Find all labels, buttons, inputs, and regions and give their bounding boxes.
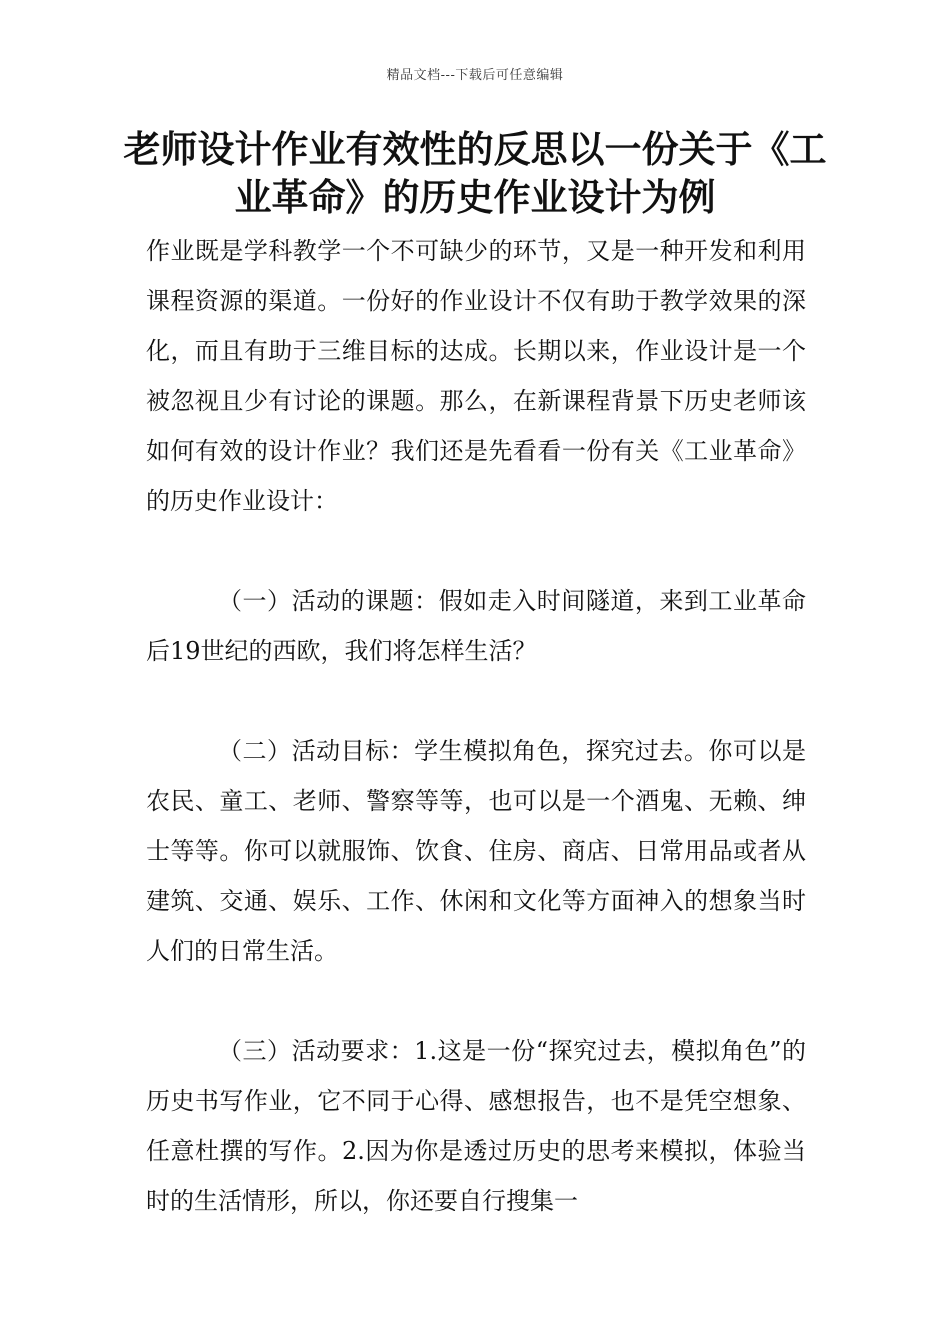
activity-requirements-paragraph: （三）活动要求：1.这是一份“探究过去，模拟角色”的历史书写作业，它不同于心得、感想报告，也不是凭空想象、任意杜撰的写作。2.因为你是透过历史的思考来模拟，体验当时的生活情形，所以，你还要自行搜集一 — [146, 1037, 806, 1215]
document-body — [146, 226, 806, 1226]
paragraph-spacer — [146, 676, 806, 726]
page-header: 精品文档---下载后可任意编辑 — [386, 68, 564, 83]
paragraph-spacer — [146, 526, 806, 576]
paragraph-spacer — [146, 976, 806, 1026]
activity-topic-paragraph: （一）活动的课题：假如走入时间隧道，来到工业革命后19世纪的西欧，我们将怎样生活？ — [146, 587, 806, 665]
document-title: 老师设计作业有效性的反思以一份关于《工业革命》的历史作业设计为例 — [123, 128, 827, 219]
intro-paragraph: 作业既是学科教学一个不可缺少的环节，又是一种开发和利用课程资源的渠道。一份好的作业设计不仅有助于教学效果的深化，而且有助于三维目标的达成。长期以来，作业设计是一个被忽视且少有讨论的课题。那么，在新课程背景下历史老师该如何有效的设计作业？我们还是先看看一份有关《工业革命》的历史作业设计： — [146, 237, 806, 515]
activity-goal-paragraph: （二）活动目标：学生模拟角色，探究过去。你可以是农民、童工、老师、警察等等，也可以是一个酒鬼、无赖、绅士等等。你可以就服饰、饮食、住房、商店、日常用品或者从建筑、交通、娱乐、工作、休闲和文化等方面神入的想象当时人们的日常生活。 — [146, 737, 806, 965]
